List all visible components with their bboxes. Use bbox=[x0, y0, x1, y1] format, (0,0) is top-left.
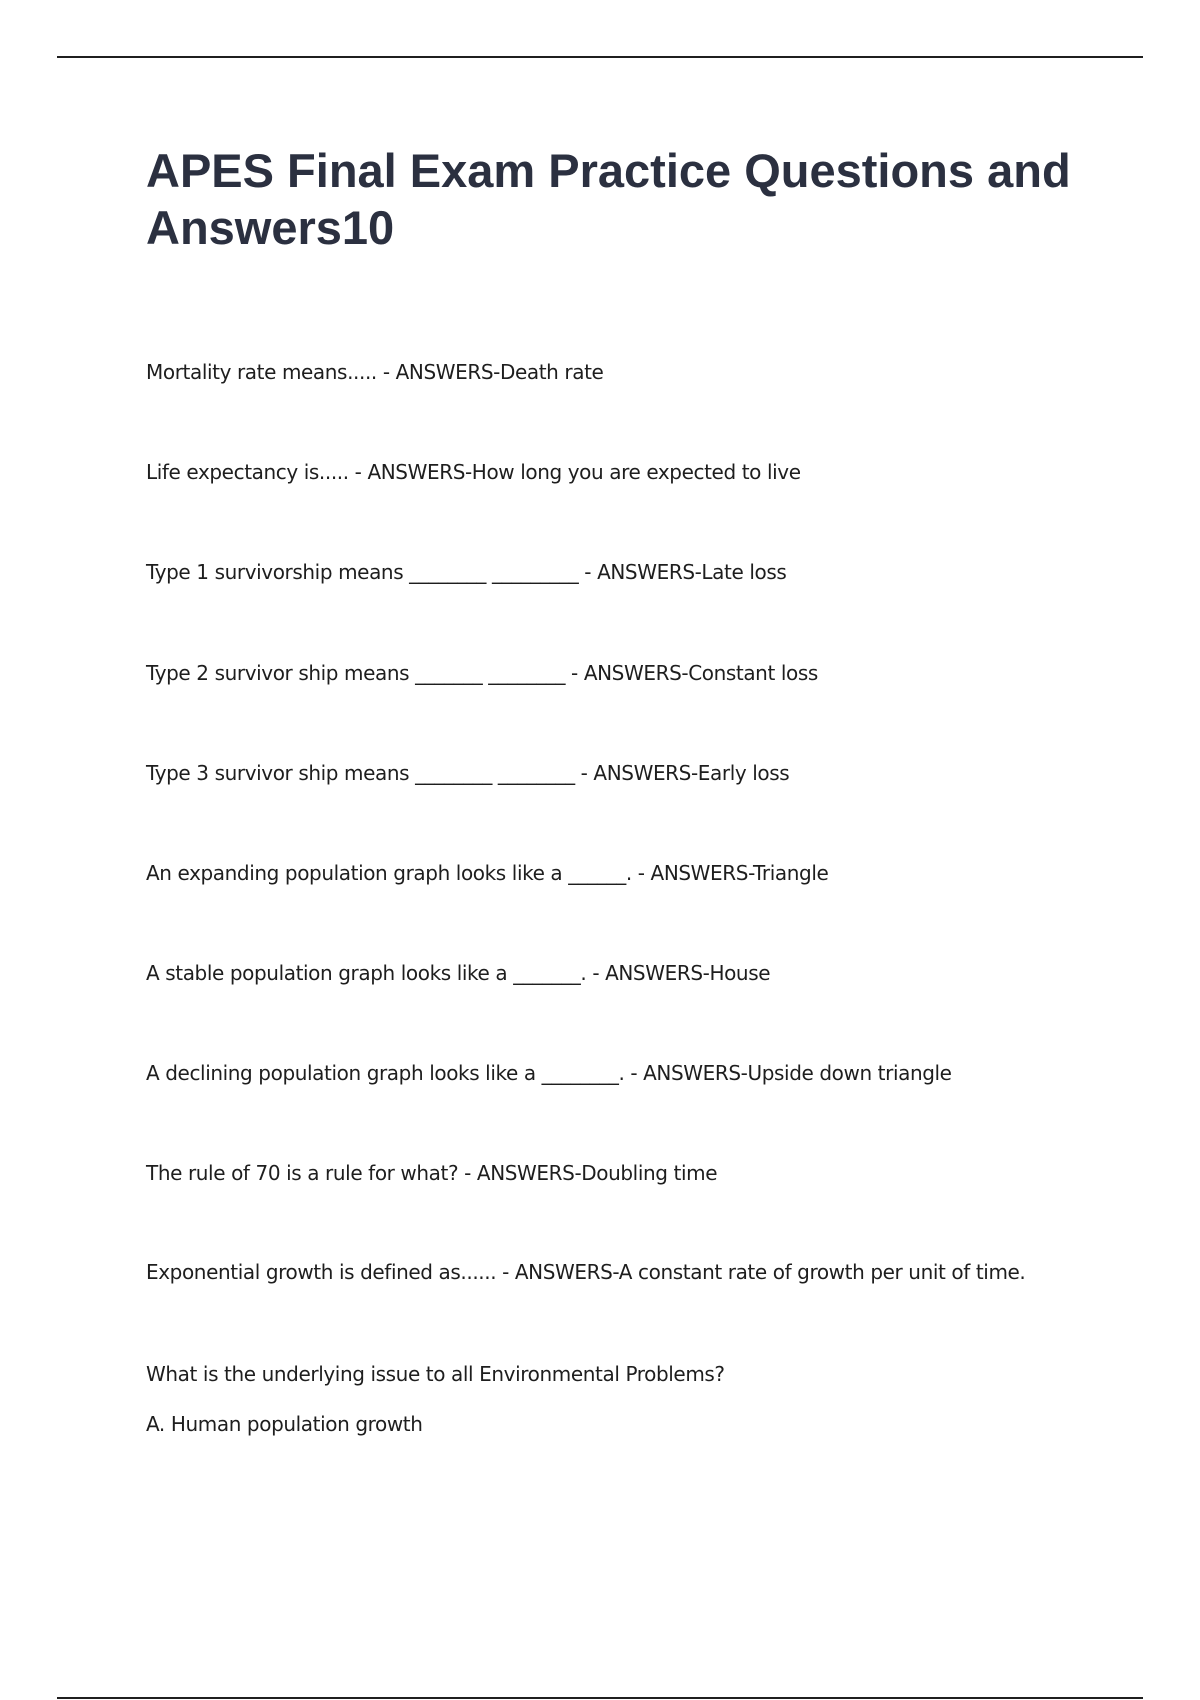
qa-item-exponential-growth: Exponential growth is defined as...... - ANSWERS-A constant rate of growth per unit of time. bbox=[146, 1260, 1026, 1284]
qa-item-declining-population: A declining population graph looks like a ________. - ANSWERS-Upside down triangle bbox=[146, 1061, 952, 1085]
qa-item-stable-population: A stable population graph looks like a _______. - ANSWERS-House bbox=[146, 961, 771, 985]
top-divider bbox=[57, 56, 1143, 58]
qa-item-expanding-population: An expanding population graph looks like a ______. - ANSWERS-Triangle bbox=[146, 861, 829, 885]
qa-item-type-3-survivorship: Type 3 survivor ship means ________ ________ - ANSWERS-Early loss bbox=[146, 761, 790, 785]
bottom-divider bbox=[57, 1697, 1143, 1699]
qa-item-type-2-survivorship: Type 2 survivor ship means _______ ________ - ANSWERS-Constant loss bbox=[146, 661, 818, 685]
document-title: APES Final Exam Practice Questions and Answers10 bbox=[146, 144, 1071, 254]
qa-item-mortality-rate: Mortality rate means..... - ANSWERS-Death rate bbox=[146, 360, 604, 384]
qa-item-life-expectancy: Life expectancy is..... - ANSWERS-How long you are expected to live bbox=[146, 460, 801, 484]
qa-item-underlying-issue-option-a: A. Human population growth bbox=[146, 1412, 423, 1436]
qa-item-underlying-issue-question: What is the underlying issue to all Environmental Problems? bbox=[146, 1362, 725, 1386]
qa-item-type-1-survivorship: Type 1 survivorship means ________ _________ - ANSWERS-Late loss bbox=[146, 560, 787, 584]
qa-item-rule-of-70: The rule of 70 is a rule for what? - ANSWERS-Doubling time bbox=[146, 1161, 718, 1185]
